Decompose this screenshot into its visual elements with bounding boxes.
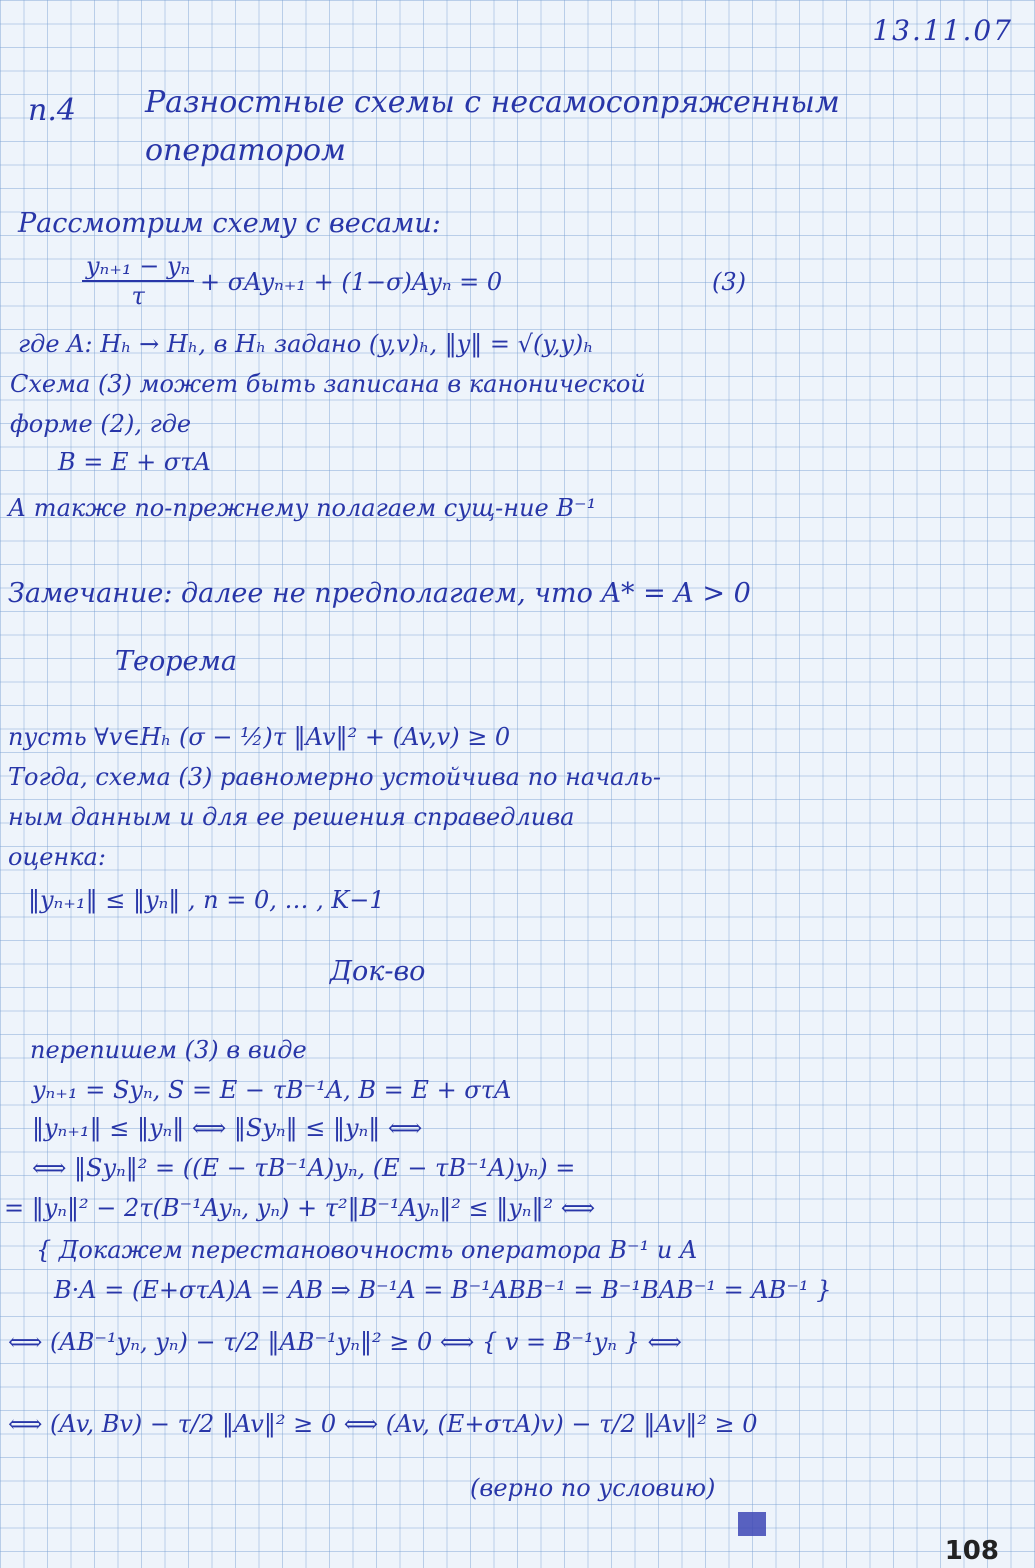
proof-conclusion: (верно по условию) [470,1474,716,1502]
proof-line-2: ‖yₙ₊₁‖ ≤ ‖yₙ‖ ⟺ ‖Syₙ‖ ≤ ‖yₙ‖ ⟺ [32,1114,423,1142]
proof-title: Док-во [330,956,426,987]
proof-line-5: { Докажем перестановочность оператора B⁻¹ и A [36,1236,698,1264]
rewrite-line: перепишем (3) в виде [30,1036,307,1064]
eq3-label: (3) [712,268,746,296]
proof-line-1: yₙ₊₁ = Syₙ, S = E − τB⁻¹A, B = E + στA [32,1076,512,1104]
page-number: 108 [944,1536,999,1566]
proof-line-8: ⟺ (Av, Bv) − τ/2 ‖Av‖² ≥ 0 ⟺ (Av, (E+στA)v) − τ/2 ‖Av‖² ≥ 0 [8,1410,758,1438]
proof-line-3: ⟺ ‖Syₙ‖² = ((E − τB⁻¹A)yₙ, (E − τB⁻¹A)yₙ) = [32,1154,576,1182]
eq3-rest: + σAyₙ₊₁ + (1−σ)Ayₙ = 0 [200,268,503,296]
proof-line-7: ⟺ (AB⁻¹yₙ, yₙ) − τ/2 ‖AB⁻¹yₙ‖² ≥ 0 ⟺ { v = B⁻¹yₙ } ⟺ [8,1328,682,1356]
remark-line: Замечание: далее не предполагаем, что A* = A > 0 [8,578,751,609]
ink-blot [738,1512,766,1536]
section-number: п.4 [28,93,76,128]
also-line: А также по-прежнему полагаем сущ-ние B⁻¹ [8,494,597,522]
consider-line: Рассмотрим схему с весами: [18,208,441,239]
section-title-line-2: оператором [145,133,346,168]
b-definition: B = E + στA [58,448,211,476]
theorem-condition: пусть ∀v∈Hₕ (σ − ½)τ ‖Av‖² + (Av,v) ≥ 0 [8,723,511,751]
form-line: форме (2), где [10,410,192,438]
estimate-label: оценка: [8,843,106,871]
proof-line-6: B·A = (E+στA)A = AB ⇒ B⁻¹A = B⁻¹ABB⁻¹ = B⁻¹BAB⁻¹ = AB⁻¹ } [54,1276,832,1304]
estimate-formula: ‖yₙ₊₁‖ ≤ ‖yₙ‖ , n = 0, … , K−1 [28,886,385,914]
can-write-line: Схема (3) может быть записана в канонической [10,370,646,398]
theorem-title: Теорема [115,646,237,677]
section-title-line-1: Разностные схемы с несамосопряженным [145,85,840,120]
where-line: где A: Hₕ → Hₕ, в Hₕ задано (y,v)ₕ, ‖y‖ = √(y,y)ₕ [18,330,594,358]
date: 13.11.07 [872,14,1013,47]
eq3-denominator: τ [131,282,145,310]
eq3-fraction [82,252,194,310]
theorem-then-line: Тогда, схема (3) равномерно устойчива по началь- [8,763,661,791]
theorem-data-line: ным данным и для ее решения справедлива [8,803,575,831]
proof-line-4: = ‖yₙ‖² − 2τ(B⁻¹Ayₙ, yₙ) + τ²‖B⁻¹Ayₙ‖² ≤ ‖yₙ‖² ⟺ [4,1194,596,1222]
eq3-numerator: yₙ₊₁ − yₙ [82,252,194,282]
